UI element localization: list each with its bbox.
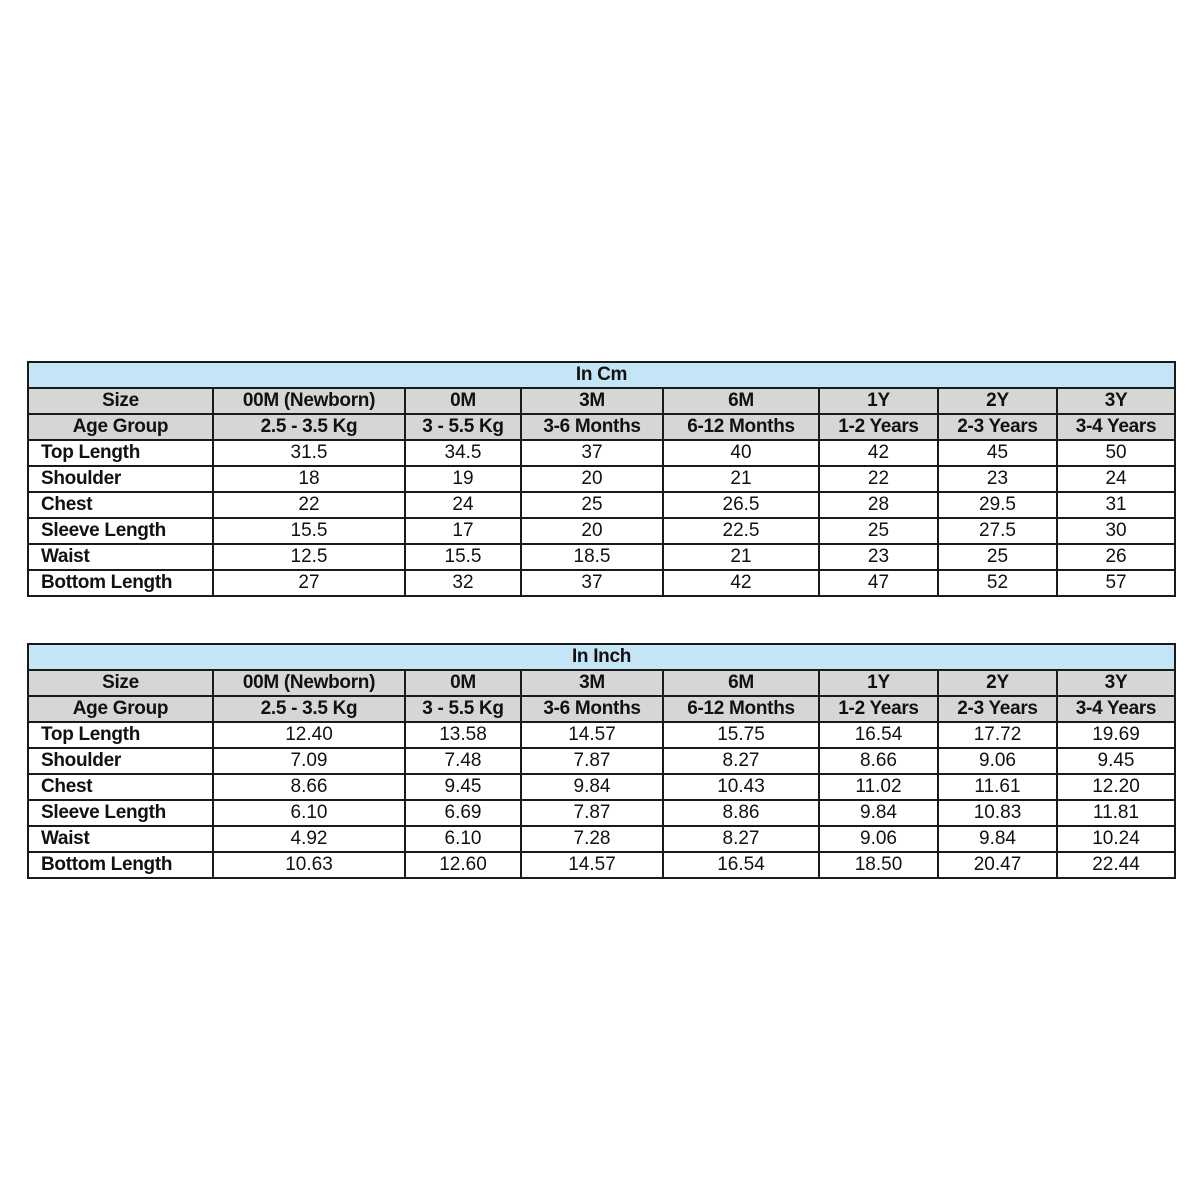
age-group-row-label: Age Group: [28, 414, 213, 440]
measurement-value: 26.5: [663, 492, 819, 518]
age-group-row-cell: 3-6 Months: [521, 414, 663, 440]
age-group-row-cell: 2.5 - 3.5 Kg: [213, 414, 405, 440]
age-group-row-cell: 3-4 Years: [1057, 696, 1175, 722]
table-row: [28, 826, 1175, 852]
measurement-value: 18.5: [521, 544, 663, 570]
measurement-value: 12.20: [1057, 774, 1175, 800]
measurement-label: Shoulder: [28, 466, 213, 492]
age-group-row-cell: 6-12 Months: [663, 696, 819, 722]
measurement-value: 20: [521, 466, 663, 492]
measurement-value: 50: [1057, 440, 1175, 466]
measurement-value: 8.27: [663, 826, 819, 852]
size-row-cell: 3M: [521, 388, 663, 414]
measurement-value: 42: [663, 570, 819, 596]
measurement-value: 7.48: [405, 748, 521, 774]
measurement-label: Bottom Length: [28, 852, 213, 878]
measurement-value: 11.61: [938, 774, 1057, 800]
measurement-value: 42: [819, 440, 938, 466]
size-row-label: Size: [28, 388, 213, 414]
measurement-value: 8.66: [819, 748, 938, 774]
measurement-label: Bottom Length: [28, 570, 213, 596]
measurement-value: 6.10: [405, 826, 521, 852]
measurement-value: 6.69: [405, 800, 521, 826]
measurement-value: 22: [819, 466, 938, 492]
table-row: [28, 800, 1175, 826]
size-row-cell: 6M: [663, 670, 819, 696]
measurement-label: Top Length: [28, 722, 213, 748]
measurement-value: 22: [213, 492, 405, 518]
measurement-label: Sleeve Length: [28, 518, 213, 544]
age-group-row-cell: 2.5 - 3.5 Kg: [213, 696, 405, 722]
size-chart-inch-table: [27, 643, 1176, 879]
measurement-value: 25: [521, 492, 663, 518]
measurement-value: 17: [405, 518, 521, 544]
measurement-label: Sleeve Length: [28, 800, 213, 826]
measurement-value: 9.84: [521, 774, 663, 800]
measurement-label: Chest: [28, 774, 213, 800]
measurement-value: 52: [938, 570, 1057, 596]
measurement-value: 21: [663, 544, 819, 570]
measurement-value: 9.45: [405, 774, 521, 800]
age-group-row-cell: 1-2 Years: [819, 414, 938, 440]
size-row-label: Size: [28, 670, 213, 696]
measurement-value: 9.06: [819, 826, 938, 852]
measurement-value: 7.87: [521, 748, 663, 774]
measurement-value: 27.5: [938, 518, 1057, 544]
measurement-value: 47: [819, 570, 938, 596]
measurement-value: 8.86: [663, 800, 819, 826]
age-group-row-cell: 3 - 5.5 Kg: [405, 696, 521, 722]
measurement-value: 20: [521, 518, 663, 544]
measurement-value: 18: [213, 466, 405, 492]
measurement-value: 20.47: [938, 852, 1057, 878]
measurement-value: 37: [521, 440, 663, 466]
measurement-value: 15.75: [663, 722, 819, 748]
measurement-value: 57: [1057, 570, 1175, 596]
measurement-value: 7.87: [521, 800, 663, 826]
measurement-value: 15.5: [405, 544, 521, 570]
measurement-value: 40: [663, 440, 819, 466]
age-group-row-cell: 6-12 Months: [663, 414, 819, 440]
measurement-label: Shoulder: [28, 748, 213, 774]
table-row: [28, 544, 1175, 570]
table-row: [28, 518, 1175, 544]
measurement-value: 9.45: [1057, 748, 1175, 774]
table-row: [28, 748, 1175, 774]
measurement-value: 4.92: [213, 826, 405, 852]
measurement-value: 18.50: [819, 852, 938, 878]
measurement-value: 32: [405, 570, 521, 596]
size-row: [28, 388, 1175, 414]
measurement-value: 21: [663, 466, 819, 492]
measurement-value: 23: [938, 466, 1057, 492]
size-chart-cm-table: [27, 361, 1176, 597]
age-group-row: [28, 696, 1175, 722]
measurement-value: 37: [521, 570, 663, 596]
table-title-row: [28, 644, 1175, 670]
size-row-cell: 0M: [405, 388, 521, 414]
age-group-row-cell: 1-2 Years: [819, 696, 938, 722]
table-title-row: [28, 362, 1175, 388]
measurement-value: 16.54: [819, 722, 938, 748]
measurement-value: 7.09: [213, 748, 405, 774]
measurement-value: 28: [819, 492, 938, 518]
age-group-row: [28, 414, 1175, 440]
size-row-cell: 00M (Newborn): [213, 670, 405, 696]
age-group-row-cell: 3 - 5.5 Kg: [405, 414, 521, 440]
measurement-value: 13.58: [405, 722, 521, 748]
measurement-value: 11.81: [1057, 800, 1175, 826]
measurement-value: 17.72: [938, 722, 1057, 748]
measurement-value: 14.57: [521, 722, 663, 748]
measurement-value: 11.02: [819, 774, 938, 800]
size-row-cell: 1Y: [819, 388, 938, 414]
measurement-value: 31.5: [213, 440, 405, 466]
measurement-value: 12.5: [213, 544, 405, 570]
age-group-row-label: Age Group: [28, 696, 213, 722]
measurement-value: 19: [405, 466, 521, 492]
measurement-value: 27: [213, 570, 405, 596]
measurement-value: 10.63: [213, 852, 405, 878]
size-row-cell: 00M (Newborn): [213, 388, 405, 414]
measurement-value: 15.5: [213, 518, 405, 544]
measurement-label: Chest: [28, 492, 213, 518]
size-row-cell: 3Y: [1057, 670, 1175, 696]
measurement-value: 16.54: [663, 852, 819, 878]
measurement-value: 24: [1057, 466, 1175, 492]
size-row: [28, 670, 1175, 696]
measurement-value: 30: [1057, 518, 1175, 544]
age-group-row-cell: 2-3 Years: [938, 696, 1057, 722]
size-row-cell: 3M: [521, 670, 663, 696]
measurement-value: 12.60: [405, 852, 521, 878]
table-row: [28, 774, 1175, 800]
table-title: In Inch: [28, 644, 1175, 670]
measurement-value: 8.66: [213, 774, 405, 800]
measurement-value: 22.44: [1057, 852, 1175, 878]
size-row-cell: 3Y: [1057, 388, 1175, 414]
measurement-value: 7.28: [521, 826, 663, 852]
measurement-value: 9.84: [819, 800, 938, 826]
measurement-value: 29.5: [938, 492, 1057, 518]
size-row-cell: 1Y: [819, 670, 938, 696]
table-row: [28, 722, 1175, 748]
size-row-cell: 2Y: [938, 670, 1057, 696]
measurement-value: 34.5: [405, 440, 521, 466]
measurement-value: 23: [819, 544, 938, 570]
size-row-cell: 6M: [663, 388, 819, 414]
table-row: [28, 466, 1175, 492]
table-row: [28, 492, 1175, 518]
measurement-value: 45: [938, 440, 1057, 466]
measurement-value: 24: [405, 492, 521, 518]
age-group-row-cell: 3-6 Months: [521, 696, 663, 722]
measurement-value: 6.10: [213, 800, 405, 826]
measurement-value: 12.40: [213, 722, 405, 748]
table-row: [28, 440, 1175, 466]
table-row: [28, 852, 1175, 878]
measurement-value: 9.06: [938, 748, 1057, 774]
measurement-label: Waist: [28, 544, 213, 570]
measurement-label: Top Length: [28, 440, 213, 466]
size-row-cell: 2Y: [938, 388, 1057, 414]
age-group-row-cell: 3-4 Years: [1057, 414, 1175, 440]
measurement-value: 9.84: [938, 826, 1057, 852]
measurement-value: 10.43: [663, 774, 819, 800]
measurement-value: 22.5: [663, 518, 819, 544]
measurement-label: Waist: [28, 826, 213, 852]
measurement-value: 25: [819, 518, 938, 544]
table-row: [28, 570, 1175, 596]
measurement-value: 8.27: [663, 748, 819, 774]
measurement-value: 14.57: [521, 852, 663, 878]
measurement-value: 31: [1057, 492, 1175, 518]
measurement-value: 10.83: [938, 800, 1057, 826]
measurement-value: 19.69: [1057, 722, 1175, 748]
table-title: In Cm: [28, 362, 1175, 388]
size-row-cell: 0M: [405, 670, 521, 696]
age-group-row-cell: 2-3 Years: [938, 414, 1057, 440]
measurement-value: 26: [1057, 544, 1175, 570]
measurement-value: 25: [938, 544, 1057, 570]
measurement-value: 10.24: [1057, 826, 1175, 852]
